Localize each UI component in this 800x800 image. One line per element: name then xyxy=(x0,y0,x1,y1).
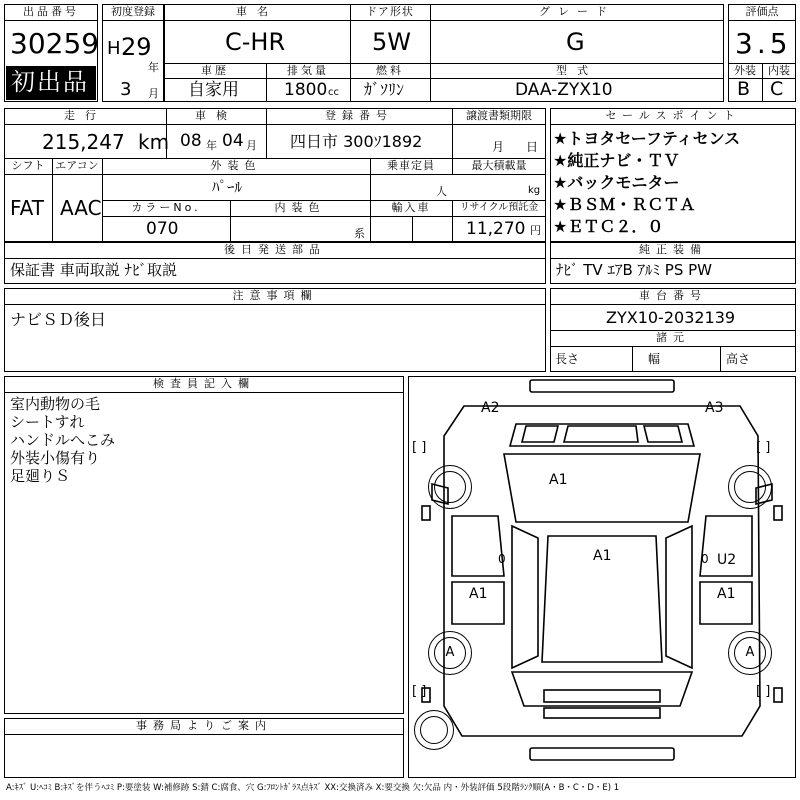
shift-label: シフト xyxy=(11,159,45,172)
damage-mark-a1-roof: A1 xyxy=(593,548,612,564)
exterior-color-value: ﾊﾟｰﾙ xyxy=(212,178,243,196)
history-label: 車歴 xyxy=(201,64,229,77)
recycle-unit: 円 xyxy=(530,224,541,237)
score-value: 3.5 xyxy=(735,27,792,60)
bracket-right-rear: [ ] xyxy=(756,684,771,699)
transfer-month-unit: 月 xyxy=(492,140,505,154)
mileage-unit: km xyxy=(138,130,170,154)
chassis-title: 車台番号 xyxy=(639,289,707,302)
damage-mark-a2: A2 xyxy=(481,400,500,416)
height-label: 高さ xyxy=(726,352,751,366)
aircon-value: AAC xyxy=(60,196,102,220)
fuel-label: 燃料 xyxy=(376,64,404,77)
door-value: 5W xyxy=(372,28,411,56)
mileage-value: 215,247 xyxy=(42,130,125,154)
inspector-title: 検査員記入欄 xyxy=(153,377,255,390)
max-load-label: 最大積載量 xyxy=(471,159,527,172)
shift-value: FAT xyxy=(10,196,45,220)
car-name-label: 車名 xyxy=(236,5,278,18)
era: H xyxy=(107,38,121,59)
recycle-value: 11,270 xyxy=(466,219,526,239)
score-label: 評価点 xyxy=(745,5,779,18)
transfer-day-unit: 日 xyxy=(526,140,539,154)
car-diagram xyxy=(408,376,796,778)
spare-tire xyxy=(414,710,454,750)
history-value: 自家用 xyxy=(188,80,239,100)
bracket-left-rear: [ ] xyxy=(412,684,427,699)
inspection-year-unit: 年 xyxy=(206,139,217,152)
bracket-left-front: [ ] xyxy=(412,440,427,455)
max-load-unit: kg xyxy=(528,185,541,196)
interior-color-label: 内装色 xyxy=(274,201,326,214)
color-no-label: カラーNo. xyxy=(131,201,201,214)
inspector-line: 外装小傷有り xyxy=(10,449,101,467)
dims-title: 諸元 xyxy=(656,331,690,344)
office-title: 事務局よりご案内 xyxy=(136,719,272,732)
displacement-unit: cc xyxy=(328,87,339,98)
notes-text: ナビＳＤ後日 xyxy=(10,310,107,329)
color-no-value: 070 xyxy=(146,219,179,239)
door-label: ドア形状 xyxy=(366,5,414,18)
genuine-equipment-text: ﾅﾋﾞ TV ｴｱB ｱﾙﾐ PS PW xyxy=(556,261,712,279)
interior-color-unit: 系 xyxy=(354,227,365,240)
inspection-label: 車検 xyxy=(195,109,237,122)
damage-mark-zero-left: 0 xyxy=(498,552,506,566)
first-reg-month-unit: 月 xyxy=(148,87,159,100)
exterior-color-label: 外装色 xyxy=(210,159,262,172)
details-box xyxy=(4,108,546,242)
sales-point-item: ★バックモニター xyxy=(553,173,680,192)
inspector-line: 室内動物の毛 xyxy=(10,395,101,413)
genuine-equipment-title: 純正装備 xyxy=(639,243,707,256)
import-label: 輸入車 xyxy=(391,201,431,214)
later-parts-title: 後日発送部品 xyxy=(224,243,326,256)
length-label: 長さ xyxy=(555,352,580,366)
capacity-label: 乗車定員 xyxy=(387,159,435,172)
capacity-unit: 人 xyxy=(436,185,447,198)
tire-rear-left xyxy=(428,631,472,675)
exterior-grade: B xyxy=(737,78,751,100)
inspector-line: ハンドルへこみ xyxy=(10,431,116,449)
tire-rear-right xyxy=(728,631,772,675)
bracket-right-front: [ ] xyxy=(756,440,771,455)
transfer-label: 譲渡書類期限 xyxy=(466,109,532,122)
width-label: 幅 xyxy=(648,352,661,366)
interior-grade: C xyxy=(770,78,784,100)
tire-rear-right-mark: A xyxy=(745,645,755,660)
sales-points-title: セールスポイント xyxy=(605,109,741,122)
first-reg-month: 3 xyxy=(120,79,132,100)
inspection-month-unit: 月 xyxy=(246,139,257,152)
tire-front-left xyxy=(428,465,472,509)
displacement-label: 排気量 xyxy=(287,64,329,77)
notes-title: 注意事項欄 xyxy=(232,289,318,302)
sales-point-item: ★ＢＳＭ・ＲＣＴＡ xyxy=(553,195,696,214)
registration-value: 四日市 300ｿ1892 xyxy=(290,132,423,151)
damage-mark-a3: A3 xyxy=(705,400,724,416)
damage-mark-zero-right: 0 xyxy=(701,552,709,566)
first-listing-text: 初出品 xyxy=(11,68,89,96)
recycle-label: リサイクル預託金 xyxy=(459,202,539,213)
damage-mark-a1-right: A1 xyxy=(717,586,736,602)
lot-number: 30259 xyxy=(10,27,100,60)
grade-value: G xyxy=(566,28,585,56)
damage-mark-a1-left: A1 xyxy=(469,586,488,602)
first-reg-label: 初度登録 xyxy=(111,5,155,18)
sales-point-item: ★ＥＴＣ２．０ xyxy=(553,217,664,236)
interior-label: 内装 xyxy=(768,64,790,77)
inspector-line: シートすれ xyxy=(10,413,85,431)
inspection-month: 04 xyxy=(222,131,244,151)
legend-text: A:ｷｽﾞ U:ﾍｺﾐ B:ｷｽﾞを伴うﾍｺﾐ P:要塗装 W:補修跡 S:錆 C:腐食、穴 G:ﾌﾛﾝﾄｶﾞﾗｽ点ｷｽﾞ XX:交換済み X:要交換 欠:欠品 内・外装評価 5段階ﾗﾝｸ順(A・B・C・D・E) 1 xyxy=(6,783,620,793)
first-reg-year-unit: 年 xyxy=(148,61,159,74)
exterior-label: 外装 xyxy=(734,64,756,77)
grade-label: グレード xyxy=(539,5,615,18)
sales-point-item: ★トヨタセーフティセンス xyxy=(553,129,741,148)
lot-label: 出品番号 xyxy=(23,5,79,18)
model-value: DAA-ZYX10 xyxy=(515,80,613,100)
aircon-label: エアコン xyxy=(55,159,99,172)
inspection-year: 08 xyxy=(180,131,202,151)
inspector-line: 足廻りＳ xyxy=(10,467,71,485)
car-name: C-HR xyxy=(225,28,286,56)
fuel-value: ｶﾞｿﾘﾝ xyxy=(364,80,405,99)
damage-mark-u2: U2 xyxy=(717,552,737,568)
tire-rear-left-mark: A xyxy=(445,645,455,660)
later-parts-text: 保証書 車両取説 ﾅﾋﾞ取説 xyxy=(10,261,178,279)
model-label: 型式 xyxy=(556,64,598,77)
mileage-label: 走行 xyxy=(64,109,106,122)
registration-label: 登録番号 xyxy=(325,109,393,122)
damage-mark-a1-hood: A1 xyxy=(549,472,568,488)
first-reg-year: 29 xyxy=(121,33,152,61)
sales-point-item: ★純正ナビ・ＴＶ xyxy=(553,151,680,170)
displacement-value: 1800 xyxy=(284,80,328,100)
chassis-number: ZYX10-2032139 xyxy=(606,308,736,327)
tire-front-right xyxy=(728,465,772,509)
